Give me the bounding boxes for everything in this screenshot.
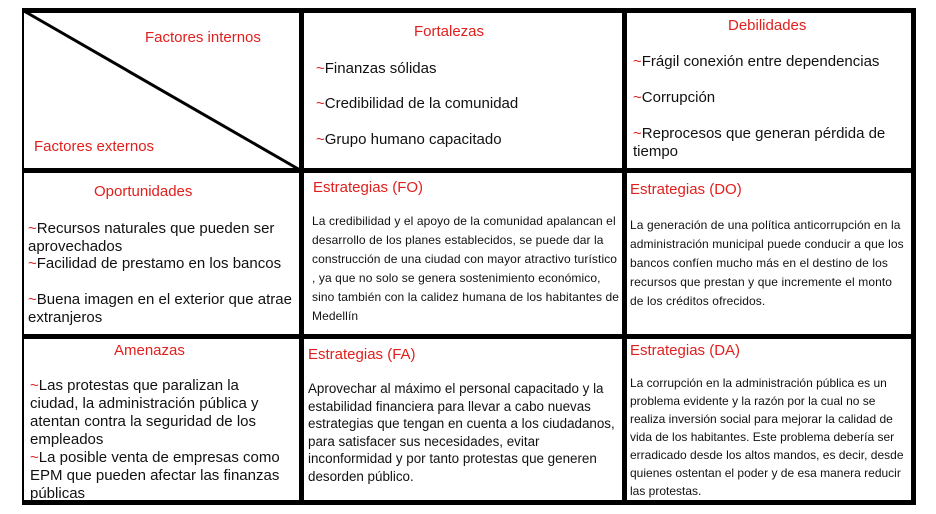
internal-factors-label: Factores internos — [145, 29, 261, 46]
do-title: Estrategias (DO) — [630, 181, 742, 198]
debilidades-item-1: ~ Frágil conexión entre dependencias — [633, 53, 879, 71]
fa-title: Estrategias (FA) — [308, 346, 416, 363]
debilidades-title: Debilidades — [728, 17, 807, 34]
oportunidades-item-2: ~ Facilidad de prestamo en los bancos — [28, 255, 292, 273]
fo-title: Estrategias (FO) — [313, 179, 424, 196]
fortalezas-item-3: ~ Grupo humano capacitado — [316, 131, 502, 149]
fortalezas-item-1: ~ Finanzas sólidas — [316, 60, 437, 78]
oportunidades-item-1: ~ Recursos naturales que pueden ser aprovechados — [28, 220, 292, 256]
debilidades-item-2: ~ Corrupción — [633, 89, 715, 107]
amenazas-item-1: ~ Las protestas que paralizan la ciudad, la administración pública y atentan contra la seguridad de los empleados — [30, 377, 282, 449]
da-title: Estrategias (DA) — [630, 342, 741, 359]
amenazas-title: Amenazas — [114, 342, 185, 359]
fo-text: La credibilidad y el apoyo de la comunidad apalancan el desarrollo de los planes establecidos, se puede dar la construcción de una ciudad con mayor atractivo turístico , ya que no solo se genera sostenimiento económico, sino también con la calidez humana de los habitantes de Medellín — [312, 214, 620, 323]
do-text: La generación de una política anticorrupción en la administración municipal puede conducir a que los bancos confíen mucho más en el destino de los recursos que prestan y que incremente el monto de los créditos ofrecidos. — [630, 218, 904, 308]
fa-text: Aprovechar al máximo el personal capacitado y la estabilidad financiera para llevar a cabo nuevas estrategias que tengan en cuenta a los ciudadanos, para satisfacer sus necesidades, evitar inconformidad y por tanto protestas que generen desorden público. — [308, 381, 615, 484]
oportunidades-title: Oportunidades — [94, 183, 193, 200]
debilidades-item-3: ~ Reprocesos que generan pérdida de tiempo — [633, 125, 903, 161]
external-factors-label: Factores externos — [34, 138, 155, 155]
amenazas-item-2: ~ La posible venta de empresas como EPM que pueden afectar las finanzas públicas — [30, 449, 282, 503]
da-text: La corrupción en la administración pública es un problema evidente y la razón por la cual no se realiza inversión social para mejorar la calidad de vida de los habitantes. Este problema debería ser erradicado desde los altos mandos, es decir, desde quienes ostentan el poder y de esa manera reducir las protestas. — [630, 376, 904, 498]
fortalezas-item-2: ~ Credibilidad de la comunidad — [316, 95, 518, 113]
grid-line-row2 — [22, 334, 916, 339]
fortalezas-title: Fortalezas — [414, 23, 485, 40]
oportunidades-item-3: ~ Buena imagen en el exterior que atrae extranjeros — [28, 291, 292, 327]
dofa-matrix — [22, 8, 916, 505]
grid-line-col2 — [622, 8, 627, 505]
